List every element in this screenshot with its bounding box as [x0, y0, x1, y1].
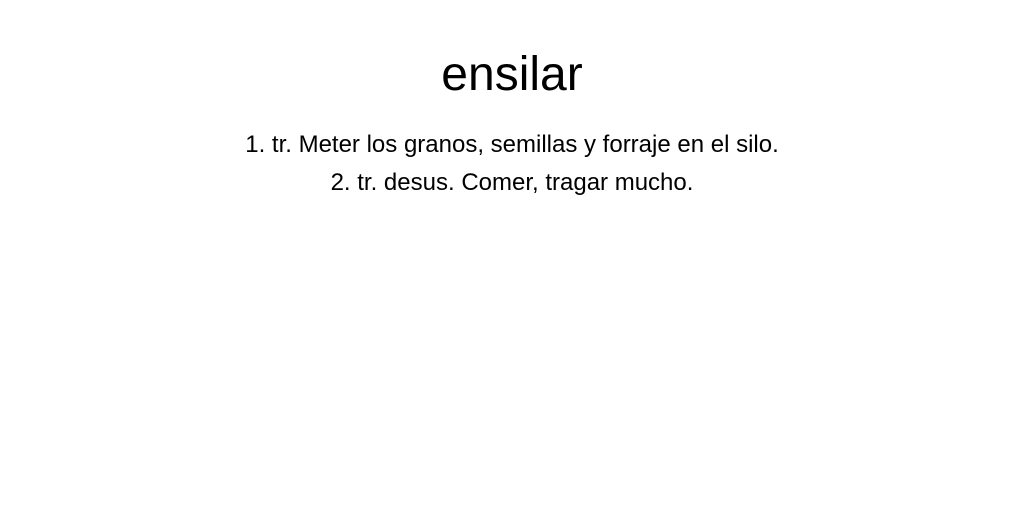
entry-headword: ensilar — [441, 48, 583, 101]
definition-item: 1. tr. Meter los granos, semillas y forraje en el silo. — [245, 131, 779, 158]
definition-item: 2. tr. desus. Comer, tragar mucho. — [330, 169, 694, 196]
definition-list — [0, 126, 1024, 202]
